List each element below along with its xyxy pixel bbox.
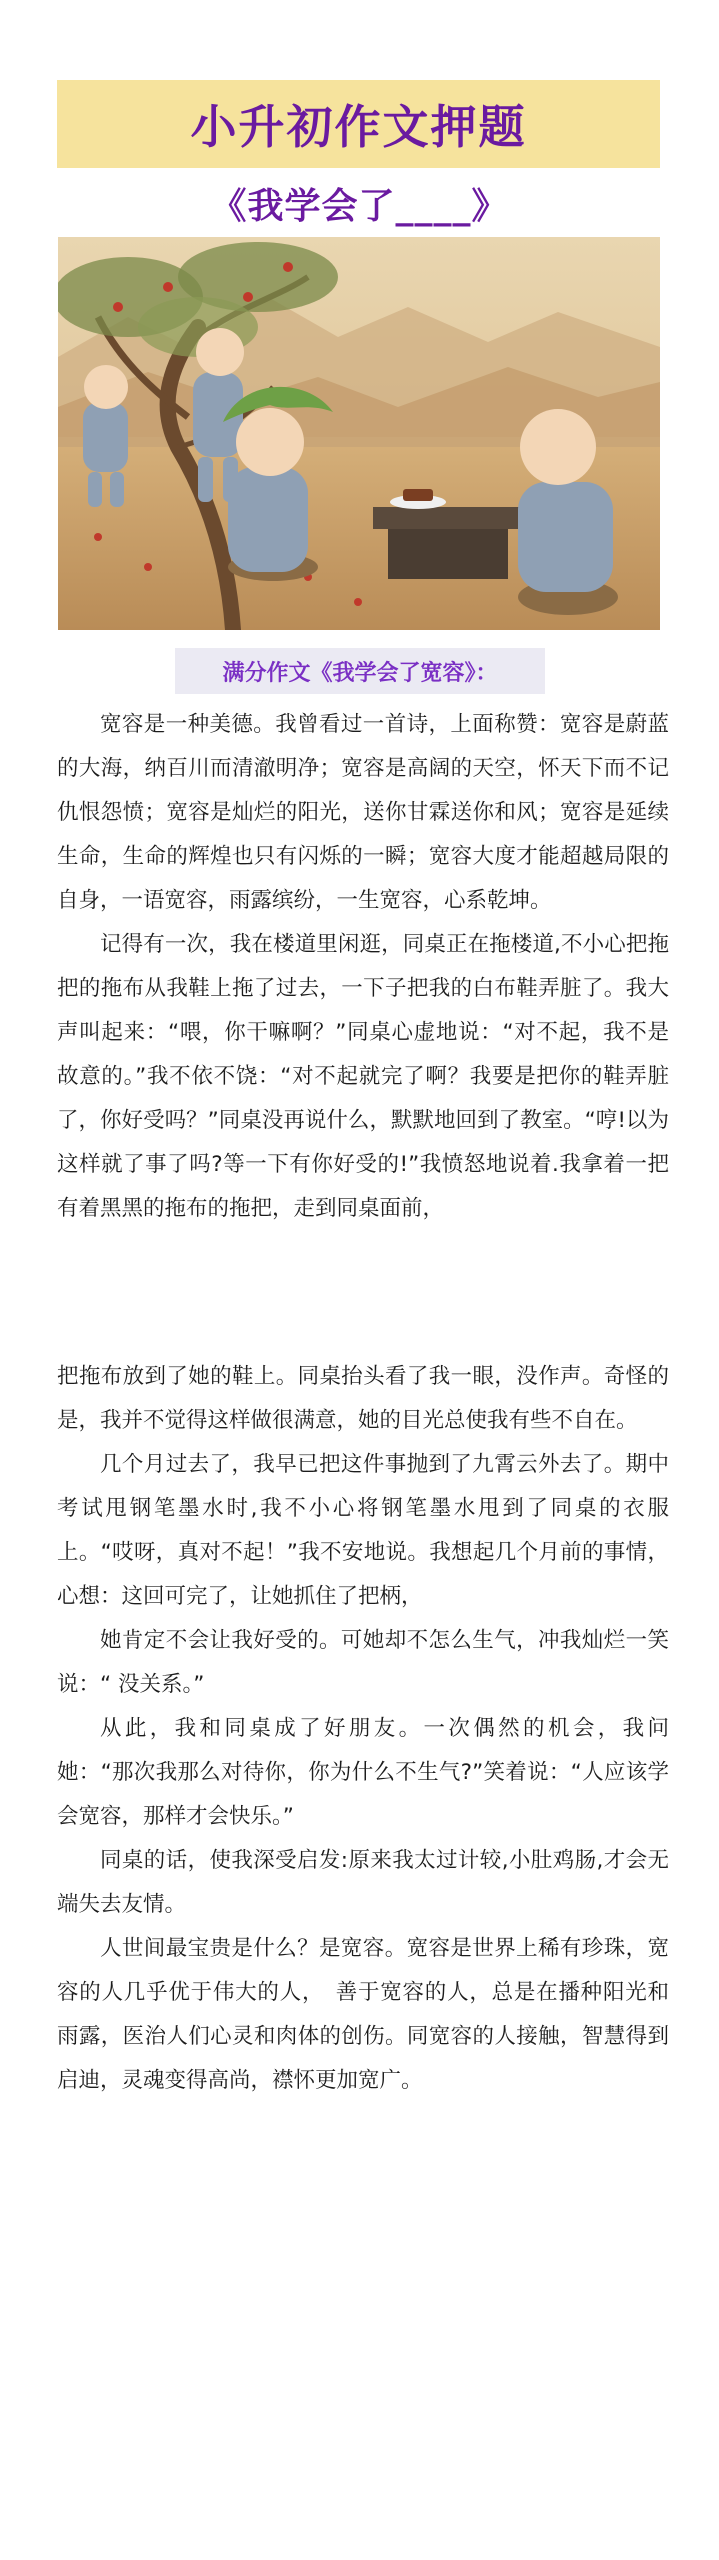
fruit [144, 563, 152, 571]
essay-paragraph: 记得有一次，我在楼道里闲逛，同桌正在拖楼道,不小心把拖把的拖布从我鞋上拖了过去，一下子把我的白布鞋弄脏了。我大声叫起来：“喂，你干嘛啊？”同桌心虚地说：“对不起，我不是故意的。”我不依不饶：“对不起就完了啊？我要是把你的鞋弄脏了，你好受吗？”同桌没再说什么，默默地回到了教室。“哼!以为这样就了事了吗?等一下有你好受的!”我愤怒地说着.我拿着一把有着黑黑的拖布的拖把，走到同桌面前， [57, 932, 669, 1221]
page-title: 小升初作文押题 [190, 100, 527, 154]
page-subtitle: 《我学会了____》 [210, 186, 509, 227]
essay-body-part-1 [57, 703, 669, 1231]
fruit [283, 262, 293, 272]
essay-paragraph: 她肯定不会让我好受的。可她却不怎么生气，冲我灿烂一笑说：“ 没关系。” [57, 1628, 669, 1697]
essay-heading: 满分作文《我学会了宽容》： [175, 648, 545, 694]
fruit [354, 598, 362, 606]
essay-body-part-2 [57, 1355, 669, 2103]
essay-paragraph: 人世间最宝贵是什么？是宽容。宽容是世界上稀有珍珠，宽容的人几乎优于伟大的人， 善于宽容的人，总是在播种阳光和雨露，医治人们心灵和肉体的创伤。同宽容的人接触，智慧得到启迪，灵魂变得高尚，襟怀更加宽广。 [57, 1936, 669, 2093]
fruit [243, 292, 253, 302]
essay-paragraph: 宽容是一种美德。我曾看过一首诗，上面称赞：宽容是蔚蓝的大海，纳百川而清澈明净；宽容是高阔的天空，怀天下而不记仇恨怨愤；宽容是灿烂的阳光，送你甘霖送你和风；宽容是延续生命，生命的辉煌也只有闪烁的一瞬；宽容大度才能超越局限的自身，一语宽容，雨露缤纷，一生宽容，心系乾坤。 [57, 712, 669, 913]
monks-picnic-illustration [58, 237, 660, 630]
essay-paragraph: 几个月过去了，我早已把这件事抛到了九霄云外去了。期中考试甩钢笔墨水时,我不小心将钢笔墨水甩到了同桌的衣服上。“哎呀，真对不起！”我不安地说。我想起几个月前的事情，心想：这回可完了，让她抓住了把柄， [57, 1452, 669, 1609]
essay-paragraph: 同桌的话，使我深受启发:原来我太过计较,小肚鸡肠,才会无端失去友情。 [57, 1848, 669, 1917]
essay-paragraph: 从此，我和同桌成了好朋友。一次偶然的机会，我问她：“那次我那么对待你，你为什么不生气?”笑着说：“人应该学会宽容，那样才会快乐。” [57, 1716, 669, 1829]
essay-paragraph: 把拖布放到了她的鞋上。同桌抬头看了我一眼，没作声。奇怪的是，我并不觉得这样做很满意，她的目光总使我有些不自在。 [57, 1364, 669, 1433]
fruit [94, 533, 102, 541]
title-banner [57, 80, 660, 168]
fruit [113, 302, 123, 312]
fruit [163, 282, 173, 292]
